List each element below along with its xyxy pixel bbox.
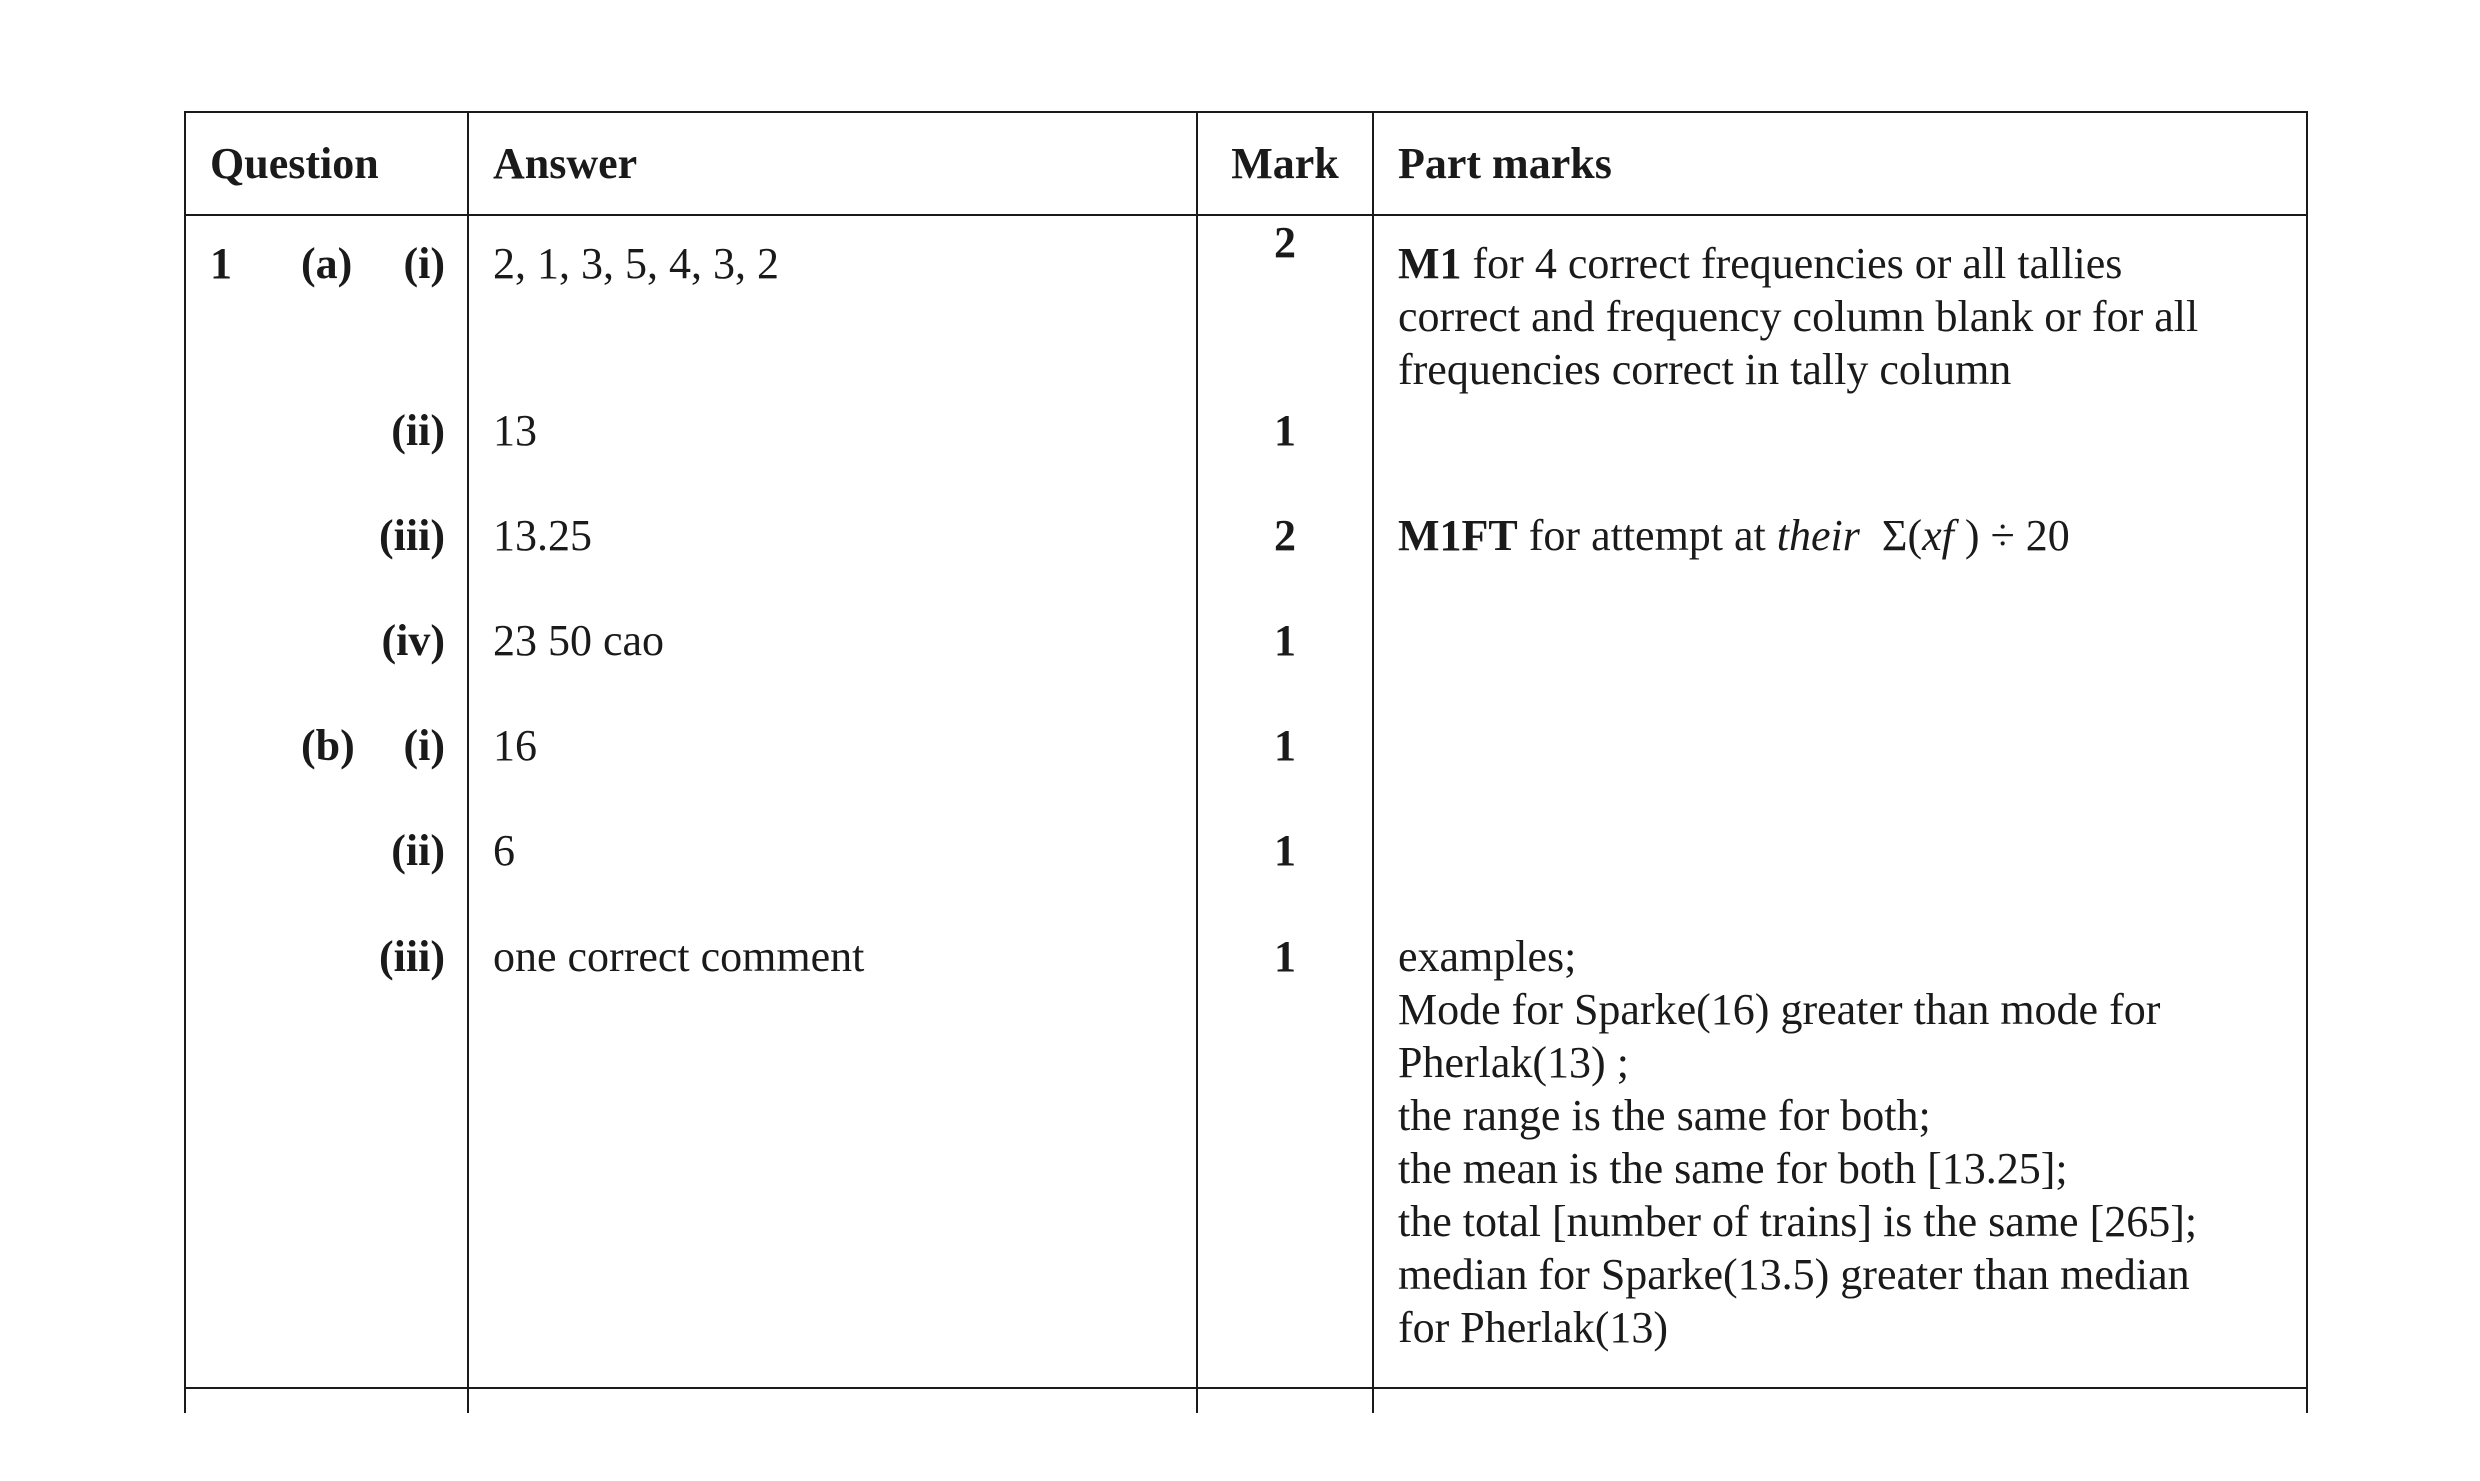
question-cell: [185, 215, 468, 404]
part-marks-line: M1 for 4 correct frequencies or all tallies: [1398, 239, 2123, 288]
part-marks-line: the range is the same for both;: [1398, 1091, 1931, 1140]
question-subpart: (i): [403, 239, 445, 288]
question-cell: [185, 719, 468, 825]
table-row: [185, 614, 2307, 719]
part-marks-line: for Pherlak(13): [1398, 1303, 1669, 1352]
mark-cell: 2: [1197, 215, 1373, 404]
header-answer: Answer: [468, 112, 1197, 215]
mark-cell: 1: [1197, 824, 1373, 930]
part-marks-cell: [1373, 509, 2307, 615]
part-marks-line: correct and frequency column blank or for all: [1398, 292, 2199, 341]
table-row: [185, 215, 2307, 404]
part-marks-line: Pherlak(13) ;: [1398, 1038, 1629, 1087]
mark-cell: 1: [1197, 614, 1373, 719]
answer-cell: 6: [468, 824, 1197, 930]
question-subpart: (iii): [379, 932, 445, 981]
header-part-marks: Part marks: [1373, 112, 2307, 215]
part-marks-line: Mode for Sparke(16) greater than mode for: [1398, 985, 2161, 1034]
part-marks-line: the mean is the same for both [13.25];: [1398, 1144, 2068, 1193]
question-subpart: (iv): [381, 616, 445, 666]
part-marks-code: M1FT: [1398, 510, 1518, 560]
mark-cell: 1: [1197, 930, 1373, 1388]
question-subpart: (i): [403, 720, 445, 770]
table-row: [185, 509, 2307, 615]
part-marks-line: the total [number of trains] is the same [265];: [1398, 1197, 2198, 1246]
question-subpart: (ii): [391, 826, 445, 876]
question-cell: [185, 824, 468, 930]
question-cell: [185, 614, 468, 719]
part-marks-line: examples;: [1398, 932, 1577, 981]
answer-cell: 13: [468, 404, 1197, 509]
part-marks-line: median for Sparke(13.5) greater than median: [1398, 1250, 2190, 1299]
part-marks-cell: [1373, 215, 2307, 404]
answer-cell: 13.25: [468, 509, 1197, 615]
answer-cell: one correct comment: [468, 930, 1197, 1388]
answer-cell: 2, 1, 3, 5, 4, 3, 2: [468, 215, 1197, 404]
part-marks-cell: [1373, 719, 2307, 825]
table-row: [185, 719, 2307, 825]
part-marks-cell: [1373, 614, 2307, 719]
question-number: 1: [210, 239, 232, 288]
header-mark: Mark: [1197, 112, 1373, 215]
mark-cell: 2: [1197, 509, 1373, 615]
mark-scheme-table: [184, 111, 2308, 1413]
part-marks-cell: [1373, 404, 2307, 509]
question-part: (a): [301, 239, 353, 288]
question-cell: [185, 404, 468, 509]
part-marks-cell: [1373, 824, 2307, 930]
part-marks-code: M1: [1398, 239, 1462, 288]
mark-cell: 1: [1197, 404, 1373, 509]
header-question: Question: [185, 112, 468, 215]
answer-cell: 16: [468, 719, 1197, 825]
table-row: [185, 404, 2307, 509]
part-marks-cell: [1373, 930, 2307, 1388]
header-row: [185, 112, 2307, 215]
part-marks-line: frequencies correct in tally column: [1398, 345, 2012, 394]
table-row: [185, 930, 2307, 1388]
question-cell: [185, 509, 468, 615]
question-subpart: (iii): [379, 510, 445, 560]
table-row: [185, 824, 2307, 930]
table-row-continuation: [185, 1388, 2307, 1413]
question-cell: [185, 930, 468, 1388]
mark-cell: 1: [1197, 719, 1373, 825]
part-marks-line: M1FT for attempt at their Σ(xf ) ÷ 20: [1398, 510, 2070, 560]
question-subpart: (ii): [391, 406, 445, 456]
question-part: (b): [301, 720, 355, 770]
answer-cell: 23 50 cao: [468, 614, 1197, 719]
